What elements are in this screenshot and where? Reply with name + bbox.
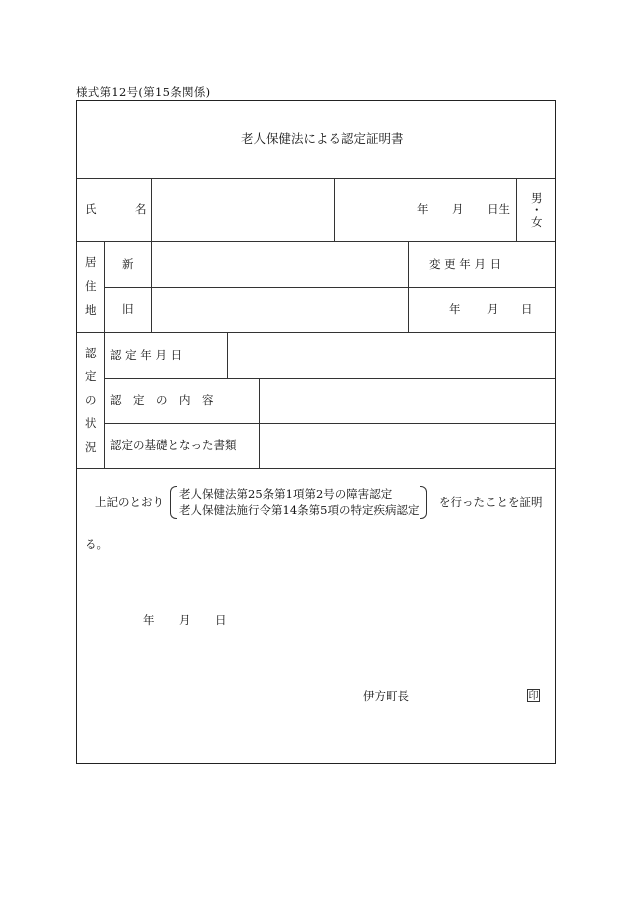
right-brace [420,486,427,519]
birth-month-label: 月 [452,202,464,216]
left-brace [170,486,177,519]
sex-female-label: 女 [531,215,543,229]
column-divider [259,378,260,468]
old-year-label: 年 [449,302,461,316]
birth-year-label: 年 [417,202,429,216]
statement-option-2: 老人保健法施行令第14条第5項の特定疾病認定 [179,503,420,517]
column-divider [516,178,517,241]
cert-status-label-2: 定 [85,369,97,383]
column-divider [104,332,105,468]
cert-content-label: 認 定 の 内 容 [110,393,214,407]
cert-status-label-5: 況 [85,440,97,454]
new-address-label: 新 [122,257,134,271]
old-address-label: 旧 [122,302,134,316]
cert-status-label-3: の [85,393,97,407]
issuer-name: 伊方町長 [363,689,409,703]
row-divider [104,378,555,379]
form-title: 老人保健法による認定証明書 [241,131,404,146]
row-divider [77,178,555,179]
row-divider [77,241,555,242]
row-divider [77,468,555,469]
old-day-label: 日 [521,302,533,316]
cert-basis-label: 認定の基礎となった書類 [110,438,237,452]
issue-day-label: 日 [215,613,227,627]
cert-status-label-4: 状 [85,416,97,430]
column-divider [408,241,409,332]
name-label-b: 名 [135,202,147,216]
cert-date-label: 認 定 年 月 日 [110,348,183,362]
birth-day-label: 日生 [487,202,510,216]
column-divider [104,241,105,332]
statement-prefix: 上記のとおり [95,495,164,509]
residence-label-3: 地 [85,303,97,317]
column-divider [151,241,152,332]
column-divider [227,332,228,378]
residence-label-1: 居 [85,255,97,269]
old-month-label: 月 [487,302,499,316]
row-divider [77,332,555,333]
row-divider [104,423,555,424]
sex-separator: ・ [531,203,543,217]
sex-male-label: 男 [531,191,543,205]
column-divider [151,178,152,241]
statement-suffix-2: る。 [85,537,108,551]
residence-label-2: 住 [85,279,97,293]
certificate-form [76,100,556,764]
statement-option-1: 老人保健法第25条第1項第2号の障害認定 [179,487,393,501]
column-divider [334,178,335,241]
row-divider [104,287,555,288]
issue-year-label: 年 [143,613,155,627]
change-date-label: 変 更 年 月 日 [429,257,502,271]
issue-month-label: 月 [179,613,191,627]
seal-mark: 印 [528,691,539,702]
form-number: 様式第12号(第15条関係) [76,85,211,99]
name-label-a: 氏 [85,202,97,216]
statement-suffix-1: を行ったことを証明 [439,495,543,509]
cert-status-label-1: 認 [85,346,97,360]
